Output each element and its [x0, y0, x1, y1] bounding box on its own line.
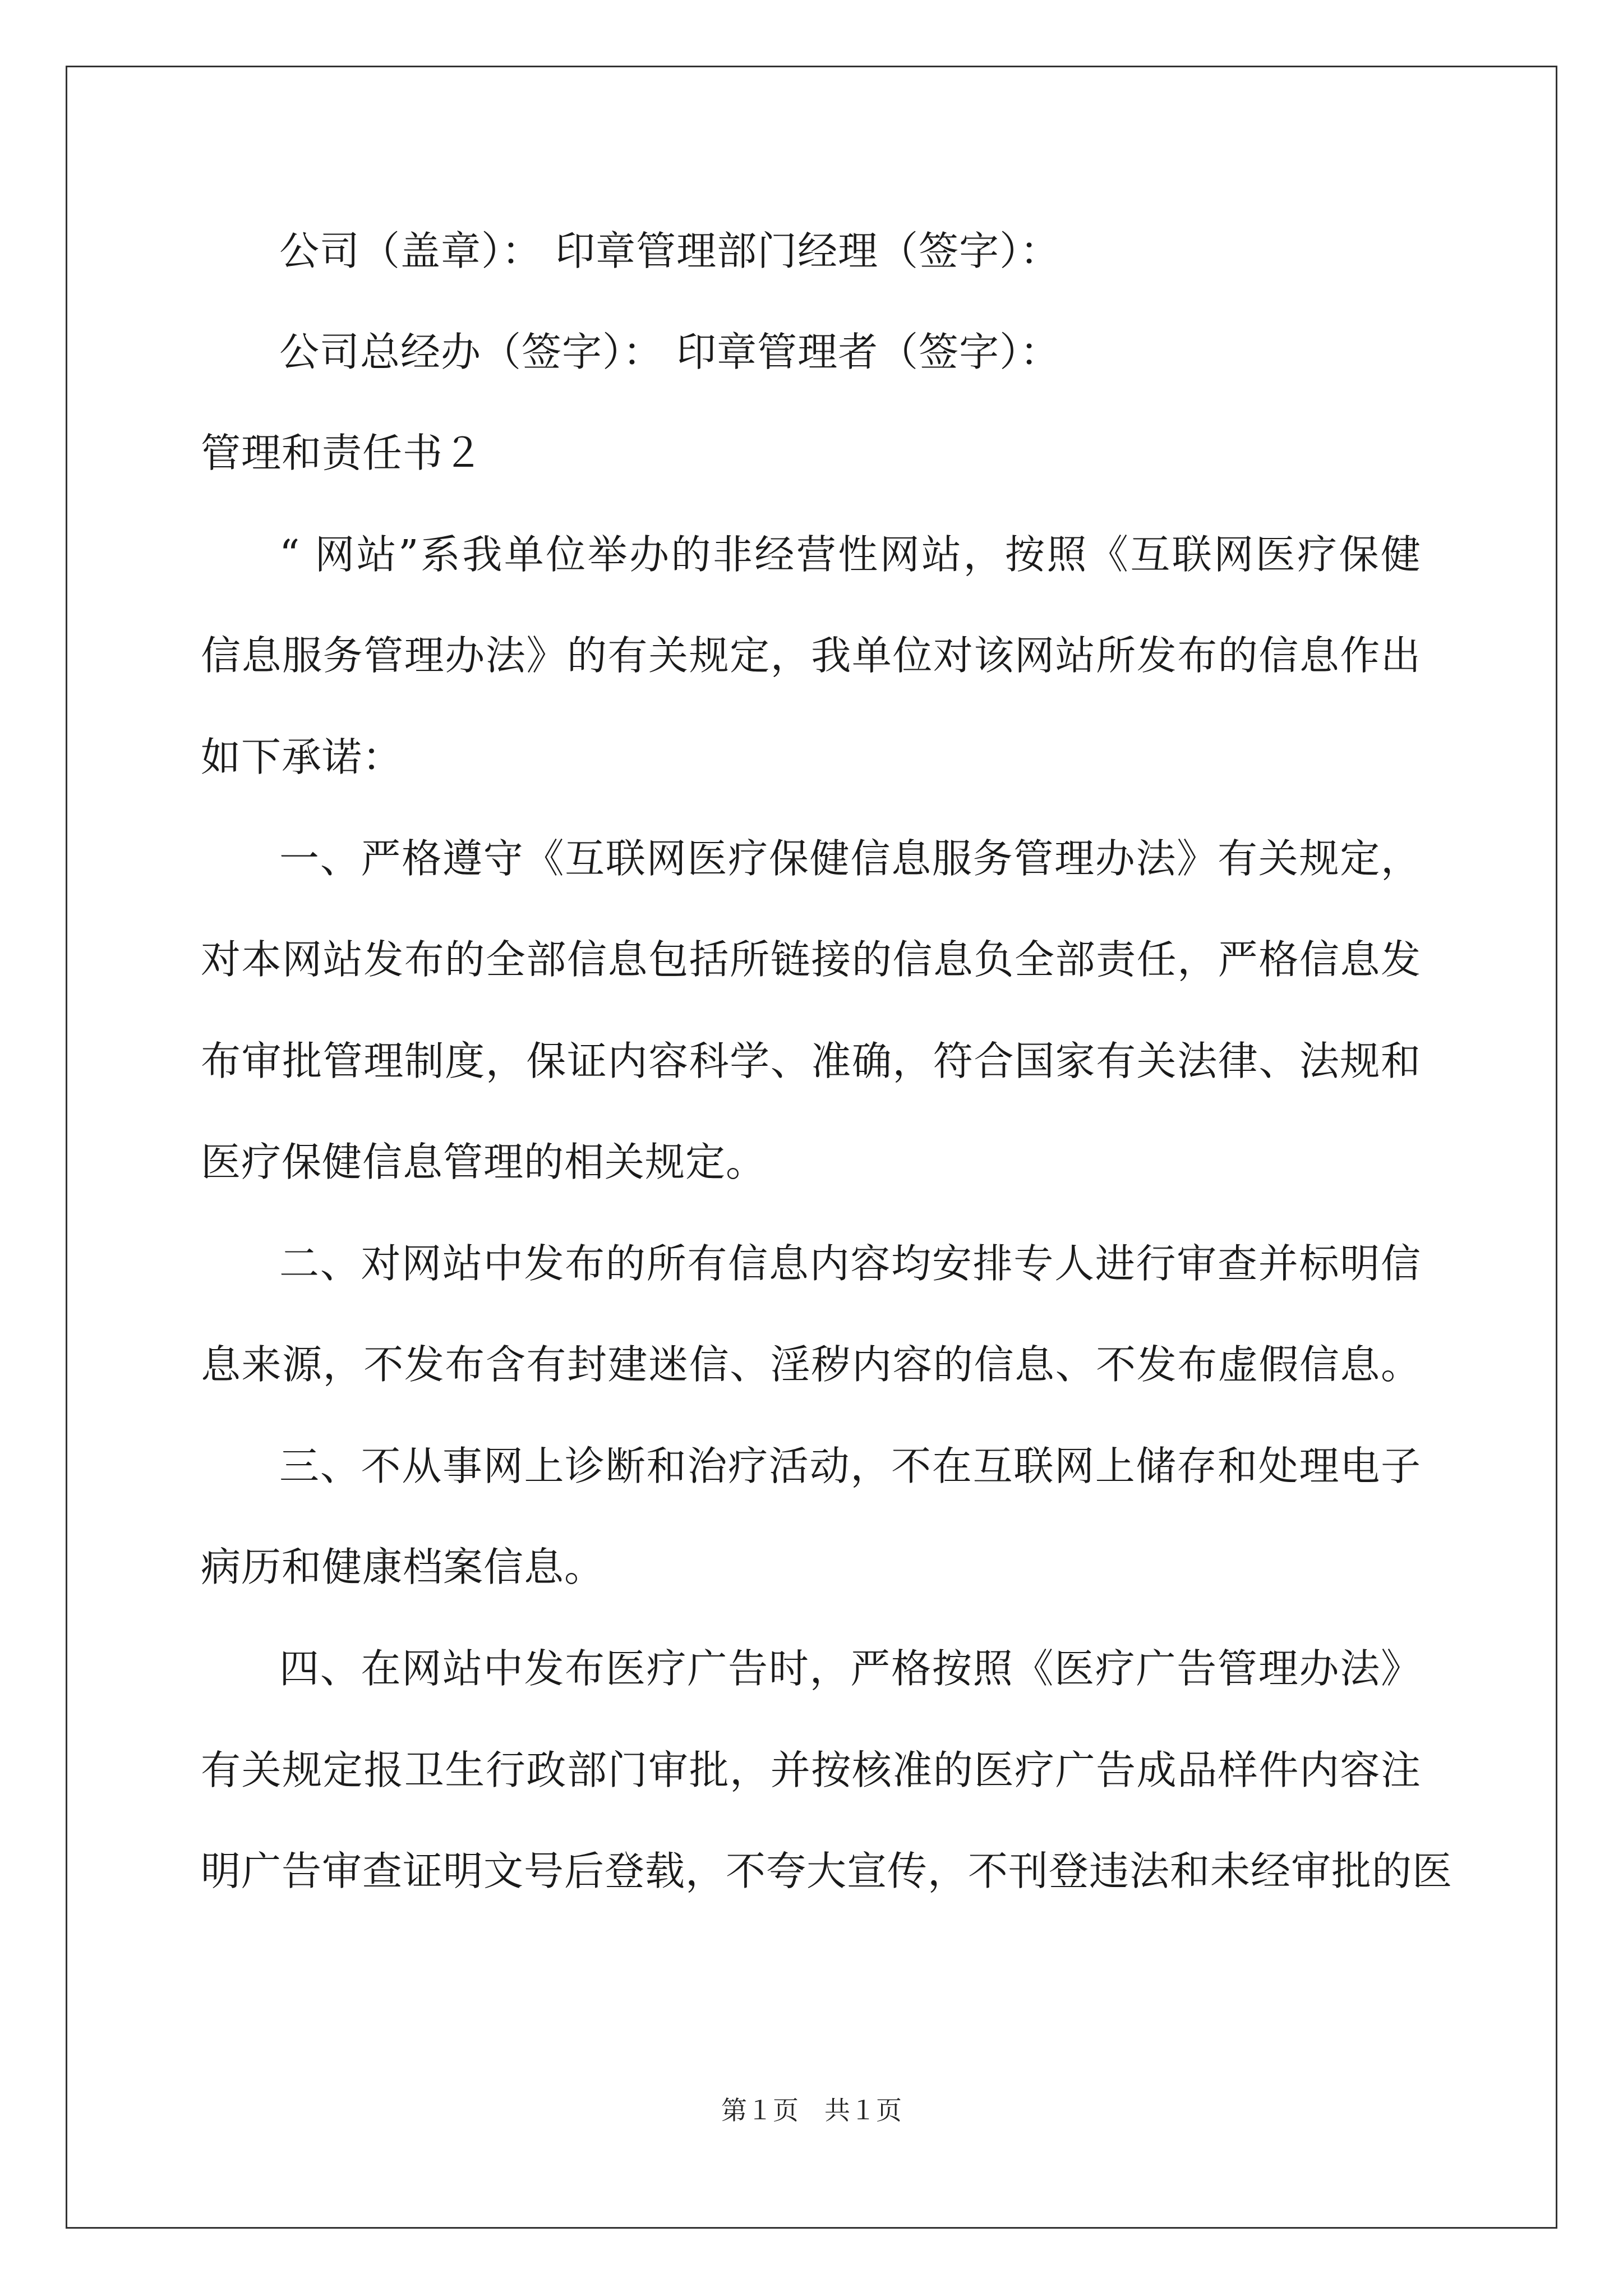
item4-line-3: 明广告审查证明文号后登载，不夸大宣传，不刊登违法和未经审批的医: [201, 1848, 1453, 1894]
item2-line-2: 息来源，不发布含有封建迷信、淫秽内容的信息、不发布虚假信息。: [201, 1341, 1421, 1388]
intro-line-3: 如下承诺：: [201, 734, 403, 780]
intro-line-2: 信息服务管理办法》的有关规定，我单位对该网站所发布的信息作出: [201, 632, 1421, 679]
item4-line-2: 有关规定报卫生行政部门审批，并按核准的医疗广告成品样件内容注: [201, 1747, 1421, 1793]
item1-line-2: 对本网站发布的全部信息包括所链接的信息负全部责任，严格信息发: [201, 936, 1421, 983]
item4-line-1: 四、在网站中发布医疗广告时，严格按照《医疗广告管理办法》: [279, 1645, 1421, 1692]
intro-line-1: “ 网站”系我单位举办的非经营性网站，按照《互联网医疗保健: [279, 531, 1421, 578]
item3-line-1: 三、不从事网上诊断和治疗活动，不在互联网上储存和处理电子: [279, 1443, 1421, 1489]
item2-line-1: 二、对网站中发布的所有信息内容均安排专人进行审查并标明信: [279, 1240, 1421, 1287]
signature-line-general-office: 公司总经办（签字）： 印章管理者（签字）：: [279, 329, 1061, 375]
item1-line-4: 医疗保健信息管理的相关规定。: [201, 1139, 767, 1185]
page-number-footer: 第１页 共１页: [721, 2095, 902, 2125]
item3-line-2: 病历和健康档案信息。: [201, 1544, 605, 1590]
signature-line-company-seal: 公司（盖章）： 印章管理部门经理（签字）：: [279, 228, 1061, 274]
item1-line-1: 一、严格遵守《互联网医疗保健信息服务管理办法》有关规定，: [279, 835, 1421, 882]
item1-line-3: 布审批管理制度，保证内容科学、准确，符合国家有关法律、法规和: [201, 1038, 1421, 1084]
section-title: 管理和责任书２: [201, 430, 484, 476]
